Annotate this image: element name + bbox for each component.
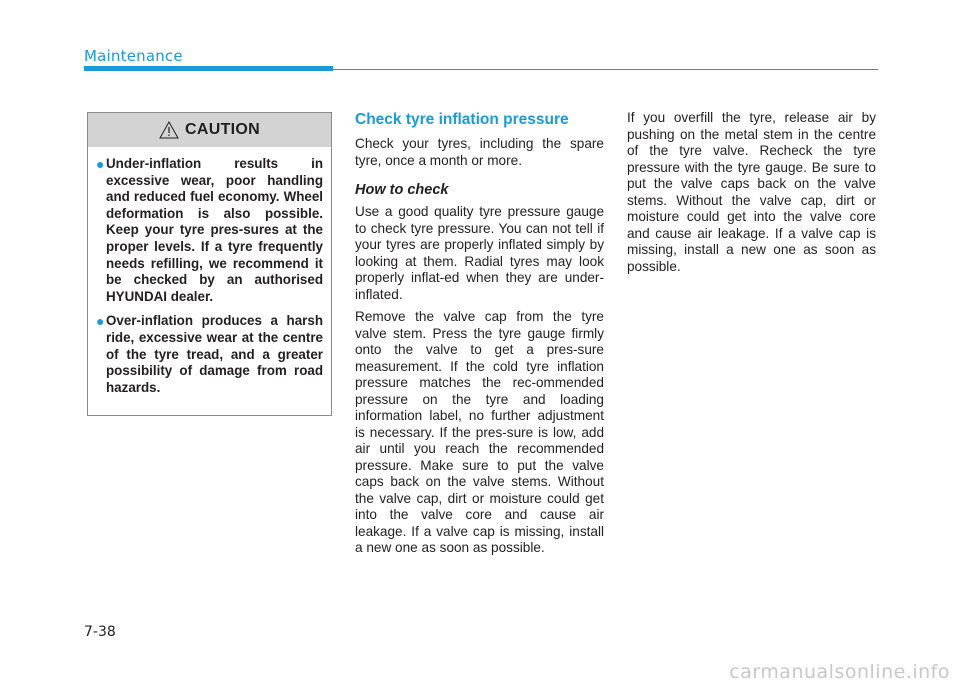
watermark: carmanualsonline.info — [729, 661, 950, 683]
right-column — [627, 110, 876, 281]
caution-box — [87, 112, 332, 416]
section-title: Maintenance — [84, 47, 183, 65]
right-paragraph: If you overfill the tyre, release air by pushing on the metal stem in the centre of the tyre valve. Recheck the tyre pressure with the tyre gauge. Be sure to put the valve caps back on the valve stems. Without the valve cap, dirt or moisture could get into the valve core and cause air leakage. If a valve cap is missing, install a new one as soon as possible. — [627, 110, 876, 274]
caution-item — [96, 313, 323, 396]
caution-item-text: Over-inflation produces a harsh ride, excessive wear at the centre of the tyre tread, and a greater possibility of damage from road hazards. — [106, 313, 323, 395]
caution-title: CAUTION — [185, 121, 260, 138]
warning-triangle-icon — [159, 121, 179, 139]
caution-header — [88, 113, 331, 147]
caution-item — [96, 156, 323, 305]
main-heading: Check tyre inflation pressure — [355, 111, 569, 128]
header-rule-thick — [84, 66, 333, 71]
bullet-icon: ● — [96, 156, 105, 172]
page-number: 7-38 — [84, 624, 116, 640]
body-paragraph: Remove the valve cap from the tyre valve stem. Press the tyre gauge firmly onto the valve to get a pres-sure measurement. If the cold tyre inflation pressure matches the rec-ommended pressure on the tyre and loading information label, no further adjustment is necessary. If the pres-sure is low, add air until you reach the recommended pressure. Make sure to put the valve caps back on the valve stems. Without the valve cap, dirt or moisture could get into the valve core and cause air leakage. If a valve cap is missing, install a new one as soon as possible. — [355, 309, 604, 555]
subheading: How to check — [355, 182, 449, 198]
middle-column — [355, 110, 604, 563]
intro-paragraph: Check your tyres, including the spare tyre, once a month or more. — [355, 136, 604, 168]
header-rule-thin — [333, 69, 878, 70]
bullet-icon: ● — [96, 313, 105, 330]
body-paragraph: Use a good quality tyre pressure gauge to check tyre pressure. You can not tell if your tyres are properly inflated simply by looking at them. Radial tyres may look properly inflat-ed when they are under-inflated. — [355, 204, 604, 302]
caution-item-text: Under-inflation results in excessive wear, poor handling and reduced fuel economy. Wheel deformation is also possible. Keep your tyre pres-sures at the proper levels. If a tyre frequently needs refilling, we recommend it be checked by an authorised HYUNDAI dealer. — [106, 156, 323, 304]
caution-list — [88, 147, 331, 396]
